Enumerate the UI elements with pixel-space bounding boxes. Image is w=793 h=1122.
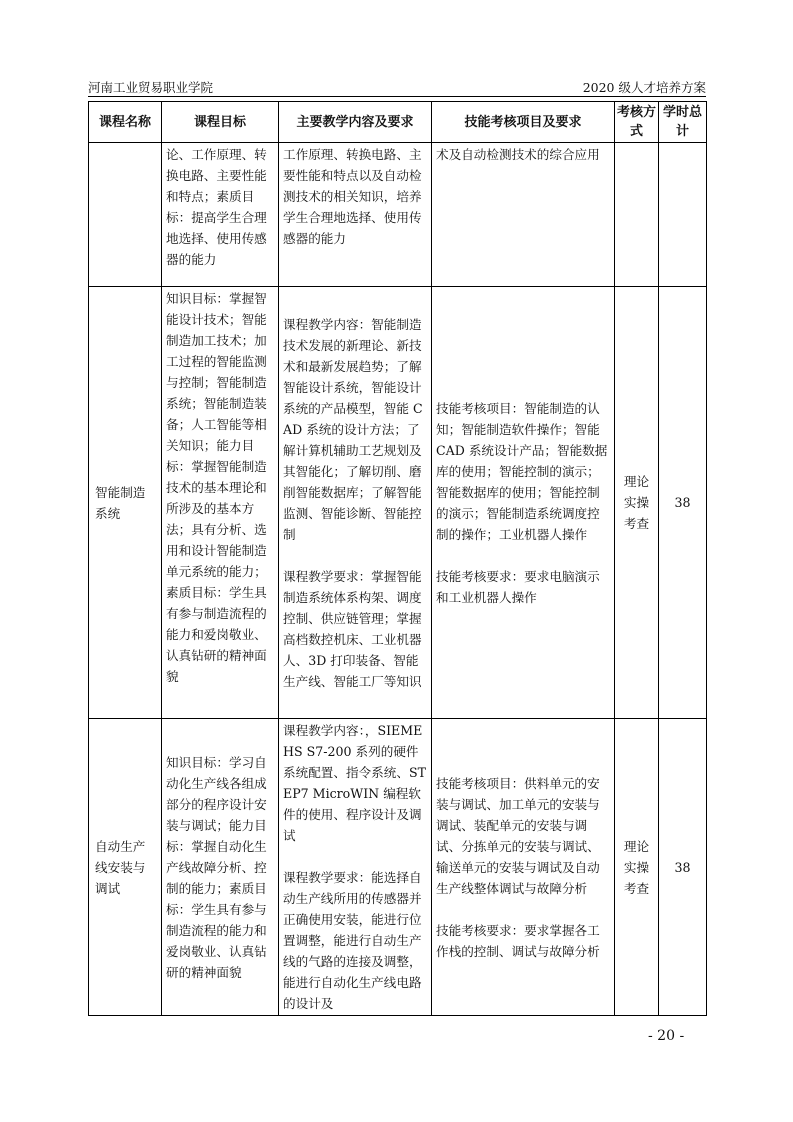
skill-paragraph: 技能考核项目：供料单元的安装与调试、加工单元的安装与调试、装配单元的安装与调试、分拣单元的安装与调试、输送单元的安装与调试及自动生产线整体调试与故障分析 <box>436 775 600 896</box>
table-row <box>89 287 707 719</box>
assessment-method: 理论实操考查 <box>615 719 659 1016</box>
course-name <box>89 143 162 287</box>
course-goal: 论、工作原理、转换电路、主要性能和特点；素质目标：提高学生合理地选择、使用传感器的能力 <box>162 143 279 287</box>
assessment-method <box>615 143 659 287</box>
content-paragraph: 课程教学内容：智能制造技术发展的新理论、新技术和最新发展趋势；了解智能设计系统，智能设计系统的产品模型，智能 CAD 系统的设计方法；了解计算机辅助工艺规划及其智能化；了解切削、磨削智能数据库；了解智能监测、智能诊断、智能控制 <box>283 316 423 542</box>
header-school: 河南工业贸易职业学院 <box>88 80 214 95</box>
skill-assessment <box>432 143 615 287</box>
total-hours: 38 <box>659 719 707 1016</box>
course-goal: 知识目标：掌握智能设计技术；智能制造加工技术；加工过程的智能监测与控制；智能制造系统；智能制造装备；人工智能等相关知识；能力目标：掌握智能制造技术的基本理论和所涉及的基本方法；具有分析、选用和设计智能制造单元系统的能力；素质目标：学生具有参与制造流程的能力和爱岗敬业、认真钻研的精神面貌 <box>162 287 279 719</box>
total-hours: 38 <box>659 287 707 719</box>
skill-paragraph: 技能考核项目：智能制造的认知；智能制造软件操作；智能 CAD 系统设计产品；智能数据库的使用；智能控制的演示；智能数据库的使用；智能控制的演示；智能制造系统调度控制的操作；工业机器人操作 <box>436 400 608 542</box>
content-paragraph: 课程教学内容：，SIEMEHS S7-200 系列的硬件系统配置、指令系统、STEP7 MicroWIN 编程软件的使用、程序设计及调试 <box>283 723 426 843</box>
col-teaching-content: 主要教学内容及要求 <box>279 102 432 143</box>
col-assessment-method: 考核方式 <box>615 102 659 143</box>
content-paragraph: 课程教学要求：掌握智能制造系统体系构架、调度控制、供应链管理；掌握高档数控机床、工业机器人、3D 打印装备、智能生产线、智能工厂等知识 <box>283 568 422 689</box>
teaching-content <box>279 719 432 1016</box>
content-paragraph: 课程教学要求：能选择自动生产线所用的传感器并正确使用安装，能进行位置调整，能进行自动生产线的气路的连接及调整，能进行自动化生产线电路的设计及 <box>283 870 422 1011</box>
total-hours <box>659 143 707 287</box>
col-total-hours: 学时总计 <box>659 102 707 143</box>
table-header-row <box>89 102 707 143</box>
assessment-method: 理论实操考查 <box>615 287 659 719</box>
table-row <box>89 143 707 287</box>
course-table <box>88 101 707 1016</box>
skill-paragraph: 技能考核要求：要求掌握各工作栈的控制、调试与故障分析 <box>436 922 600 959</box>
col-skill-assessment: 技能考核项目及要求 <box>432 102 615 143</box>
teaching-content <box>279 143 432 287</box>
skill-paragraph: 术及自动检测技术的综合应用 <box>436 147 600 162</box>
col-course-goal: 课程目标 <box>162 102 279 143</box>
course-goal: 知识目标：学习自动化生产线各组成部分的程序设计安装与调试；能力目标：掌握自动化生产线故障分析、控制的能力；素质目标：学生具有参与制造流程的能力和爱岗敬业、认真钻研的精神面貌 <box>162 719 279 1016</box>
course-name: 自动生产线安装与调试 <box>89 719 162 1016</box>
header-plan: 2020 级人才培养方案 <box>582 80 706 95</box>
skill-assessment <box>432 287 615 719</box>
course-name: 智能制造系统 <box>89 287 162 719</box>
skill-assessment <box>432 719 615 1016</box>
col-course-name: 课程名称 <box>89 102 162 143</box>
teaching-content <box>279 287 432 719</box>
page-header <box>88 78 706 97</box>
page-number: - 20 - <box>648 1028 685 1044</box>
content-paragraph: 工作原理、转换电路、主要性能和特点以及自动检测技术的相关知识，培养学生合理地选择、使用传感器的能力 <box>283 147 422 246</box>
skill-paragraph: 技能考核要求：要求电脑演示和工业机器人操作 <box>436 568 600 605</box>
table-row <box>89 719 707 1016</box>
